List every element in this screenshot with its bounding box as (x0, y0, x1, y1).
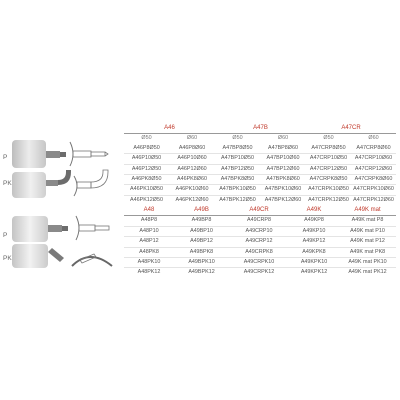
diameter-header: Ø50 (323, 135, 334, 142)
diameter-header: Ø50 (232, 135, 243, 142)
table-row (124, 144, 396, 154)
product-code-cell: A47CRPK10Ø50 (306, 185, 351, 195)
product-code-cell: A49BPK8 (174, 247, 229, 257)
series-header-a49k-mat: A49K mat (339, 206, 396, 216)
series-header-a48: A48 (124, 206, 174, 216)
product-code-cell: A47BPK10Ø60 (260, 185, 306, 195)
product-code-cell: A49CRP10 (229, 226, 289, 236)
product-code-cell: A49K mat P10 (339, 226, 396, 236)
product-code-cell: A49BP8 (191, 217, 212, 224)
product-code-cell: A48P10 (124, 226, 174, 236)
product-code-cell: A48PK8 (124, 247, 174, 257)
product-code-cell: A46PK8Ø50 (124, 175, 169, 185)
product-code-cell: A47CRPK8Ø50 (306, 175, 351, 185)
fitting-straight-profile (70, 142, 108, 166)
fitting-angled-body (12, 244, 64, 268)
product-code-cell: A49BP10 (174, 226, 229, 236)
series-header-a47b: A47B (215, 124, 306, 134)
fitting-image-top (10, 138, 118, 200)
product-code-cell: A49CRP12 (229, 237, 289, 247)
product-code-cell: A49K mat PK12 (339, 268, 396, 278)
code-table-a46-a47 (124, 124, 396, 205)
fitting-angled-profile (72, 254, 112, 266)
table-row (124, 258, 396, 268)
product-code-cell: A46PK10Ø50 (124, 185, 169, 195)
product-code-cell: A46P10Ø50 (124, 154, 169, 164)
fitting-straight-body (12, 216, 68, 242)
product-code-cell: A47CRP8Ø60 (356, 144, 391, 151)
product-code-cell: A47BP12Ø60 (260, 164, 306, 174)
product-code-cell: A47CRPK12Ø50 (306, 195, 351, 205)
product-code-cell: A48PK10 (124, 258, 174, 268)
series-header-a46: A46 (124, 124, 215, 134)
product-code-cell: A47CRP10Ø50 (306, 154, 351, 164)
product-code-cell: A47BP8Ø60 (268, 144, 298, 151)
product-code-cell: A46P10Ø60 (169, 154, 215, 164)
product-code-cell: A47CRPK8Ø60 (351, 175, 396, 185)
product-code-cell: A49CRPK12 (229, 268, 289, 278)
product-code-cell: A49K mat P12 (339, 237, 396, 247)
fitting-elbow-body (12, 170, 71, 198)
table-row (124, 154, 396, 164)
table-row (124, 247, 396, 257)
product-code-cell: A47CRP10Ø60 (351, 154, 396, 164)
series-header-a49k: A49K (289, 206, 339, 216)
diameter-header: Ø60 (277, 135, 289, 142)
product-code-cell: A47BP8Ø50 (222, 144, 253, 151)
product-code-cell: A46P8Ø50 (133, 144, 160, 151)
product-code-cell: A47BP10Ø50 (215, 154, 260, 164)
fitting-elbow-profile (74, 170, 108, 196)
product-code-cell: A46PK12Ø50 (124, 195, 169, 205)
row-label-p: P (3, 154, 8, 161)
product-code-cell: A49KPK10 (289, 258, 339, 268)
product-code-cell: A48P12 (124, 237, 174, 247)
product-code-cell: A47BPK10Ø50 (215, 185, 260, 195)
product-code-cell: A46P8Ø60 (178, 144, 206, 151)
product-code-cell: A49KPK12 (289, 268, 339, 278)
section-a46-a47 (0, 124, 400, 202)
product-code-cell: A49K mat PK8 (339, 247, 396, 257)
series-header-a49cr: A49CR (229, 206, 289, 216)
product-code-cell: A49CRPK10 (229, 258, 289, 268)
product-code-cell: A47CRPK12Ø60 (351, 195, 396, 205)
product-code-cell: A48PK12 (124, 268, 174, 278)
row-label-pk: PK (3, 255, 12, 262)
table-row (124, 237, 396, 247)
fitting-illustration-top (10, 138, 118, 200)
product-code-cell: A49KP12 (289, 237, 339, 247)
product-code-cell: A47BPK8Ø50 (215, 175, 260, 185)
table-row (124, 216, 396, 226)
diameter-header: Ø60 (186, 135, 198, 142)
section-a48-a49 (0, 206, 400, 276)
product-code-cell: A46PK8Ø60 (169, 175, 215, 185)
product-code-cell: A49CRPK8 (229, 247, 289, 257)
product-code-cell: A46PK12Ø60 (169, 195, 215, 205)
series-header-a47cr: A47CR (306, 124, 396, 134)
table-row (124, 175, 396, 185)
diameter-header: Ø60 (368, 135, 379, 142)
row-label-pk: PK (3, 180, 12, 187)
product-code-cell: A47BP10Ø60 (260, 154, 306, 164)
code-table-a48-a49 (124, 206, 396, 278)
fitting-straight-profile (76, 216, 109, 240)
product-code-cell: A49K mat P8 (351, 217, 384, 224)
product-code-cell: A49KP8 (304, 217, 324, 224)
product-code-cell: A46P12Ø60 (169, 164, 215, 174)
product-code-cell: A49KP10 (289, 226, 339, 236)
product-code-cell: A47BPK12Ø60 (260, 195, 306, 205)
table-row (124, 268, 396, 278)
product-code-cell: A49BPK12 (174, 268, 229, 278)
fitting-straight-body (12, 140, 66, 168)
product-code-cell: A49BP12 (174, 237, 229, 247)
product-code-cell: A47BPK12Ø50 (215, 195, 260, 205)
product-code-cell: A46PK10Ø60 (169, 185, 215, 195)
product-code-cell: A49CRP8 (247, 217, 271, 224)
product-code-cell: A47CRPK10Ø60 (351, 185, 396, 195)
fitting-illustration-bottom (10, 214, 118, 270)
table-row (124, 195, 396, 205)
product-code-cell: A49KPK8 (289, 247, 339, 257)
product-code-cell: A47CRP8Ø50 (311, 144, 346, 151)
product-code-cell: A47BP12Ø50 (215, 164, 260, 174)
row-label-p: P (3, 232, 8, 239)
product-code-cell: A46P12Ø50 (124, 164, 169, 174)
product-code-cell: A49K mat PK10 (339, 258, 396, 268)
table-row (124, 185, 396, 195)
product-code-cell: A48P8 (140, 217, 158, 224)
table-row (124, 164, 396, 174)
table-row (124, 226, 396, 236)
product-code-cell: A47BPK8Ø60 (260, 175, 306, 185)
product-code-cell: A47CRP12Ø60 (351, 164, 396, 174)
product-code-cell: A49BPK10 (174, 258, 229, 268)
series-header-a49b: A49B (174, 206, 229, 216)
product-code-cell: A47CRP12Ø50 (306, 164, 351, 174)
fitting-image-bottom (10, 214, 118, 270)
diameter-header: Ø50 (141, 135, 152, 142)
